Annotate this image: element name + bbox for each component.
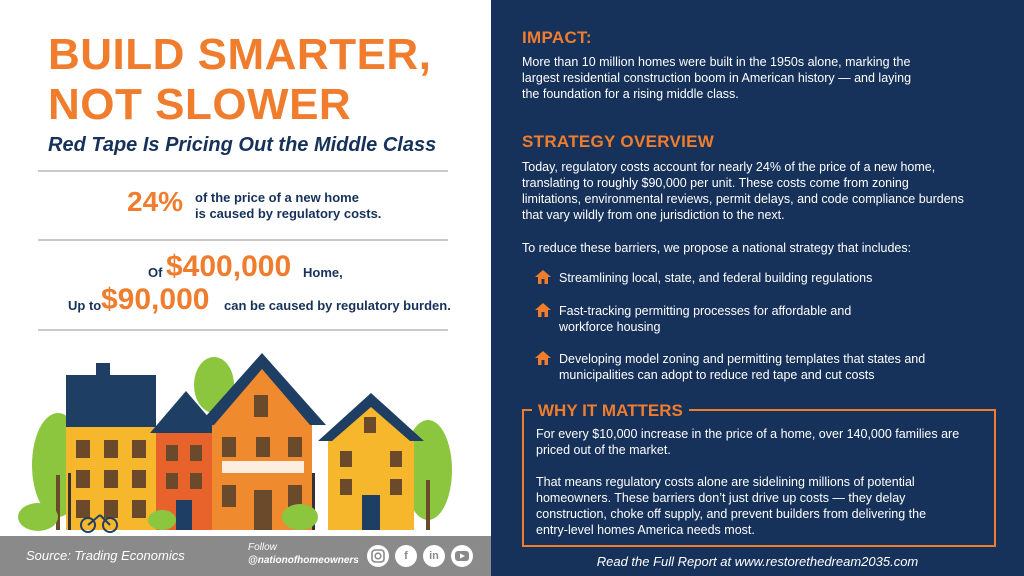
divider bbox=[38, 329, 448, 331]
house-icon bbox=[535, 303, 551, 317]
house-icon bbox=[535, 270, 551, 284]
why-p2-line-2: homeowners. These barriers don’t just drive up costs — they delay bbox=[536, 491, 906, 505]
why-p2-line-1: That means regulatory costs alone are sidelining millions of potential bbox=[536, 475, 915, 489]
left-panel bbox=[0, 0, 491, 576]
strategy-intro: To reduce these barriers, we propose a national strategy that includes: bbox=[522, 241, 912, 255]
home-price-value: $400,000 bbox=[166, 250, 292, 283]
bullet-1-line-1: Streamlining local, state, and federal building regulations bbox=[559, 271, 873, 285]
regulatory-amount-value: $90,000 bbox=[101, 283, 210, 316]
footer-bar bbox=[0, 536, 491, 576]
right-panel bbox=[491, 0, 1024, 576]
social-handle[interactable]: @nationofhomeowners bbox=[248, 555, 359, 566]
why-heading: WHY IT MATTERS bbox=[532, 401, 689, 421]
strategy-line-3: limitations, environmental reviews, permit delays, and code compliance burdens bbox=[522, 192, 964, 206]
impact-line-1: More than 10 million homes were built in the 1950s alone, marking the bbox=[522, 55, 911, 69]
bullet-2-line-1: Fast-tracking permitting processes for affordable and bbox=[559, 304, 852, 318]
bullet-2-line-2: workforce housing bbox=[559, 320, 661, 334]
linkedin-icon[interactable]: in bbox=[423, 545, 445, 567]
why-p1-line-2: priced out of the market. bbox=[536, 443, 671, 457]
why-p2-line-3: construction, choke off supply, and prevent builders from delivering the bbox=[536, 507, 927, 521]
impact-line-3: the foundation for a rising middle class. bbox=[522, 87, 739, 101]
bullet-3-line-1: Developing model zoning and permitting templates that states and bbox=[559, 352, 926, 366]
divider bbox=[38, 239, 448, 241]
strategy-heading: STRATEGY OVERVIEW bbox=[522, 132, 715, 151]
burden-label: can be caused by regulatory burden. bbox=[224, 298, 451, 313]
strategy-line-4: that vary wildly from one jurisdiction to the next. bbox=[522, 208, 785, 222]
impact-line-2: largest residential construction boom in American history — and laying bbox=[522, 71, 912, 85]
headline-line-1: BUILD SMARTER, bbox=[48, 30, 432, 79]
strategy-line-2: translating to roughly $90,000 per unit. These costs come from zoning bbox=[522, 176, 909, 190]
why-p2-line-4: entry-level homes America needs most. bbox=[536, 523, 755, 537]
impact-heading: IMPACT: bbox=[522, 28, 592, 47]
why-p1-line-1: For every $10,000 increase in the price of a home, over 140,000 families are bbox=[536, 427, 960, 441]
house-icon bbox=[535, 351, 551, 365]
instagram-icon[interactable] bbox=[367, 545, 389, 567]
bullet-3-line-2: municipalities can adopt to reduce red tape and cut costs bbox=[559, 368, 875, 382]
follow-label: Follow bbox=[248, 542, 277, 553]
of-label: Of bbox=[148, 265, 163, 280]
source-text: Source: Trading Economics bbox=[26, 548, 185, 563]
subtitle: Red Tape Is Pricing Out the Middle Class bbox=[48, 134, 437, 156]
up-to-label: Up to bbox=[68, 298, 102, 313]
divider bbox=[38, 170, 448, 172]
facebook-icon[interactable]: f bbox=[395, 545, 417, 567]
home-label: Home, bbox=[303, 265, 343, 280]
stat-24-percent: 24% bbox=[127, 186, 184, 217]
stat-24-text-line-1: of the price of a new home bbox=[195, 190, 359, 205]
youtube-icon[interactable] bbox=[451, 545, 473, 567]
headline-line-2: NOT SLOWER bbox=[48, 80, 352, 129]
report-link[interactable]: Read the Full Report at www.restorethedream2035.com bbox=[596, 554, 919, 569]
stat-24-text-line-2: is caused by regulatory costs. bbox=[195, 206, 382, 221]
strategy-line-1: Today, regulatory costs account for nearly 24% of the price of a new home, bbox=[522, 160, 936, 174]
houses-illustration bbox=[0, 345, 491, 535]
